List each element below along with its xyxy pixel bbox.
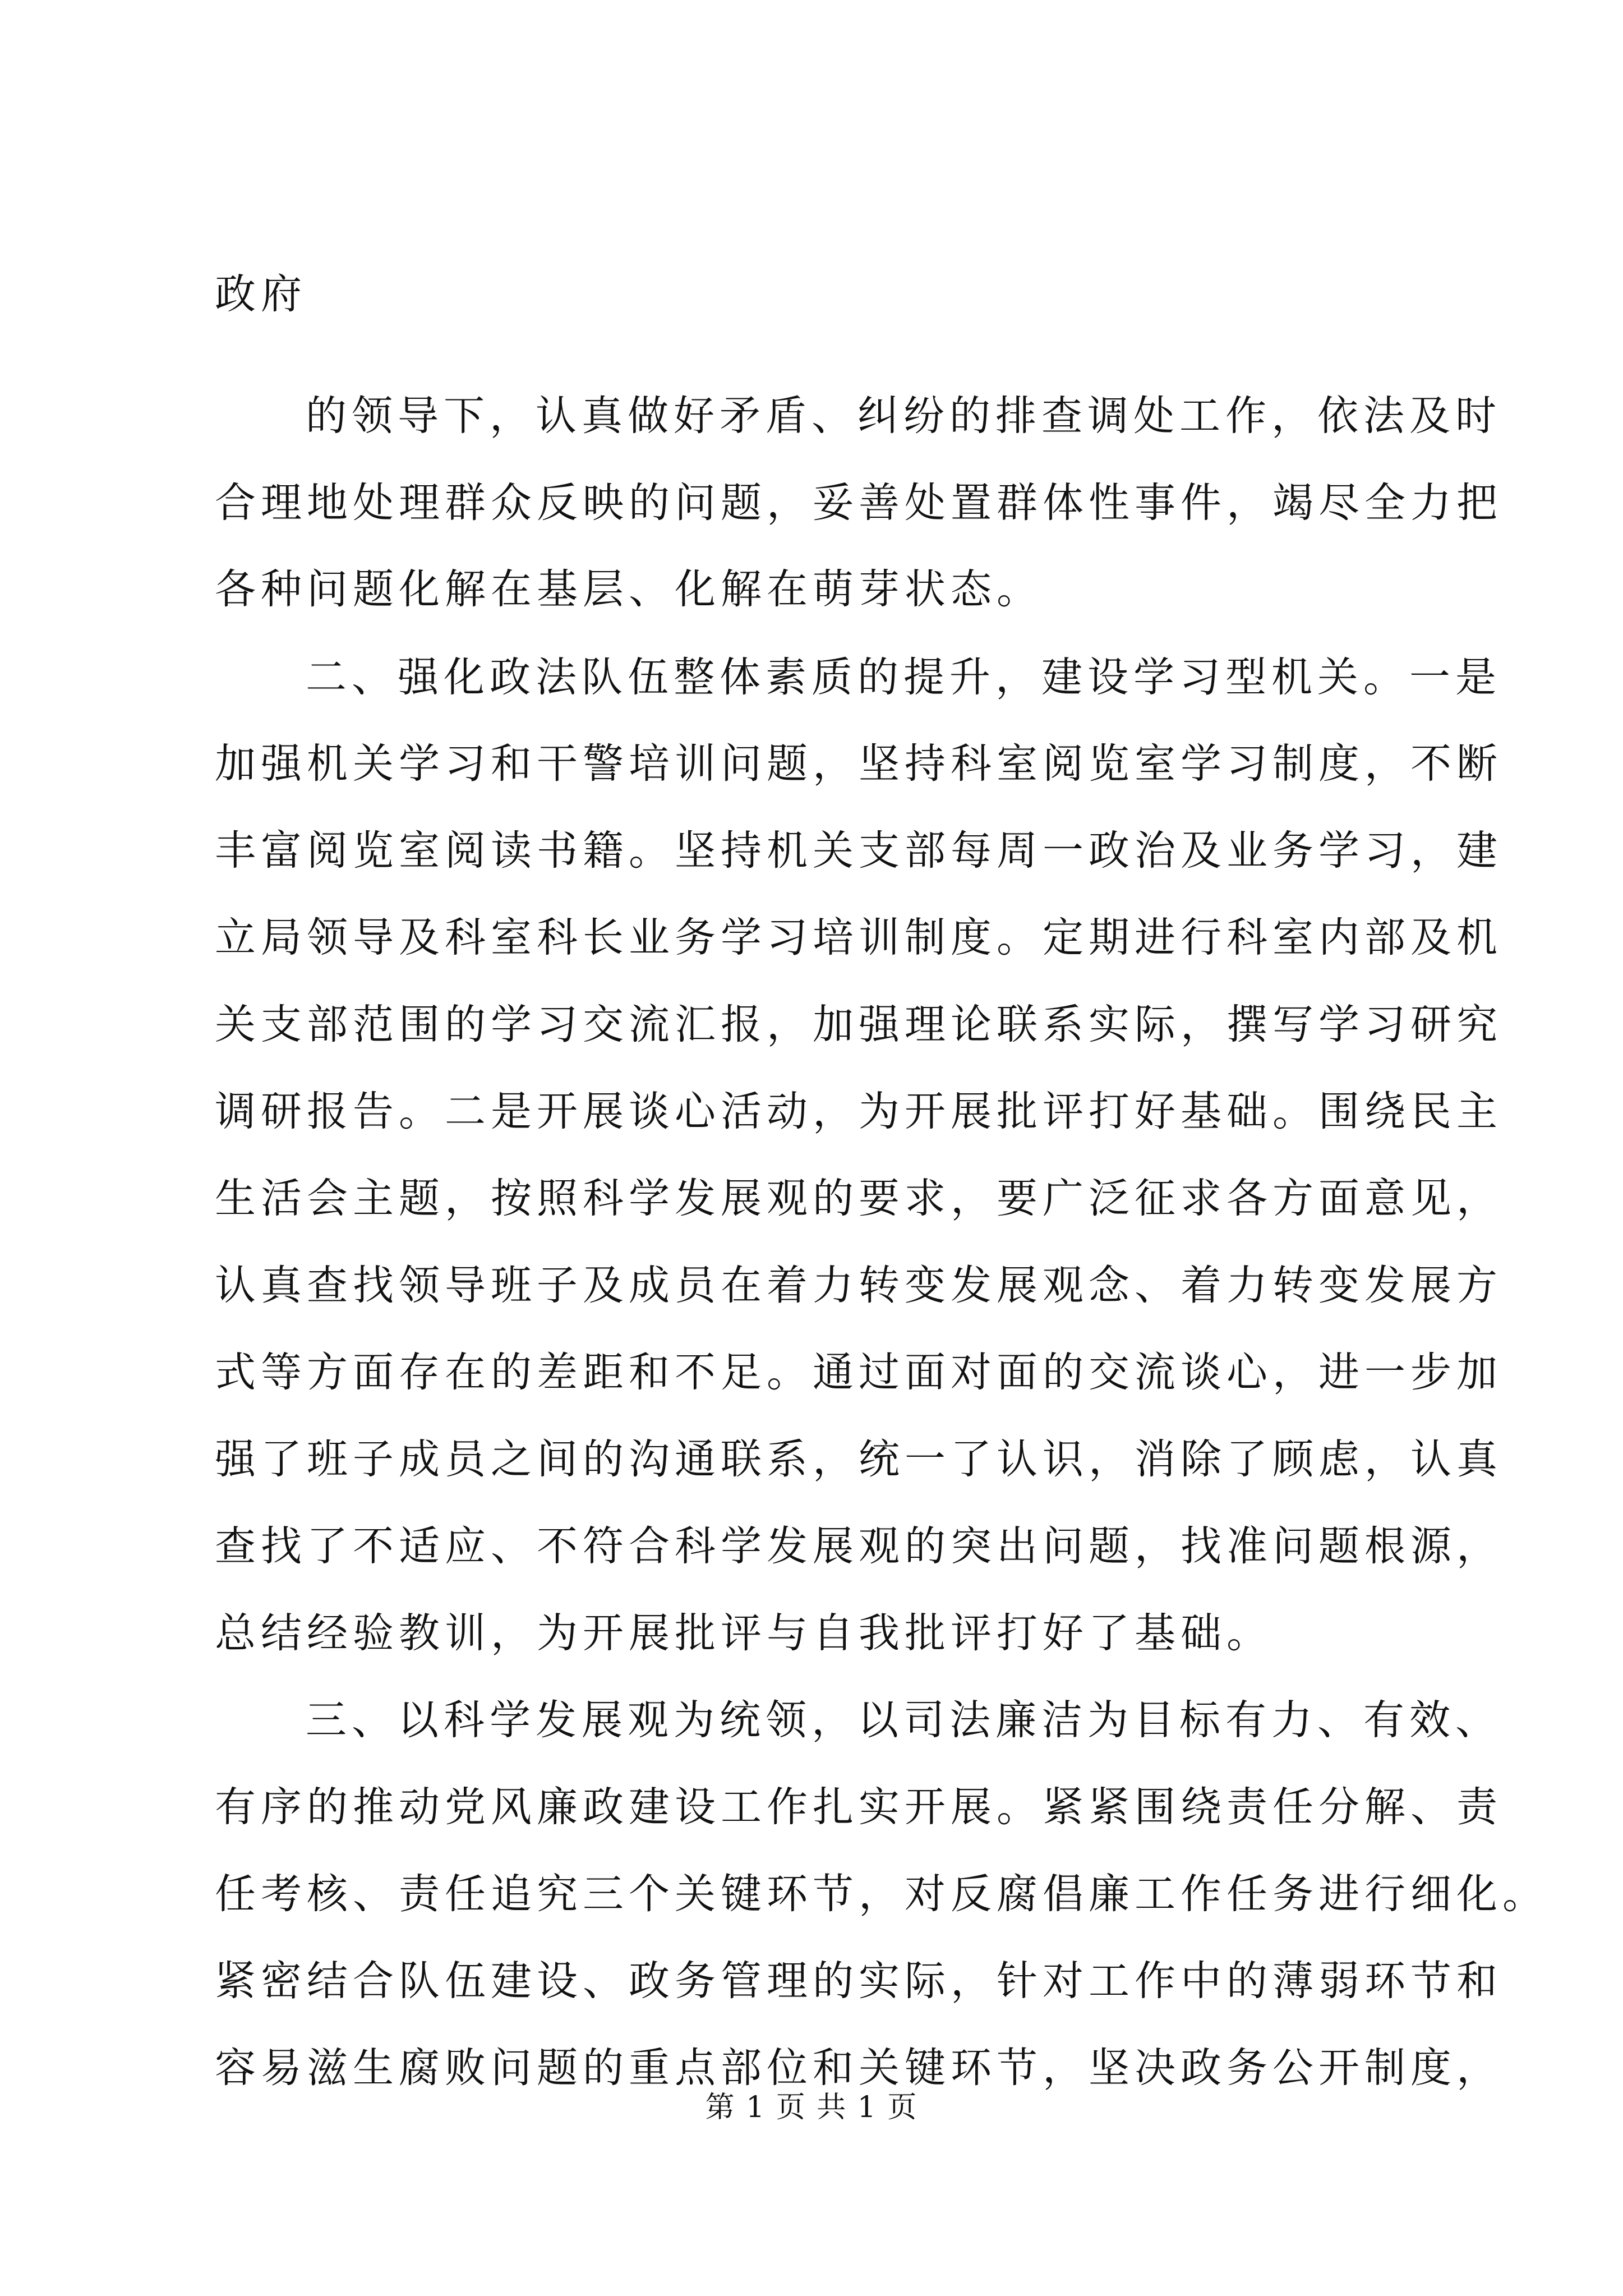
text-line: 政府 <box>215 270 307 318</box>
text-line: 关支部范围的学习交流汇报，加强理论联系实际，撰写学习研究 <box>215 1001 1502 1048</box>
text-line: 强了班子成员之间的沟通联系，统一了认识，消除了顾虑，认真 <box>215 1435 1502 1483</box>
text-line: 容易滋生腐败问题的重点部位和关键环节，坚决政务公开制度， <box>215 2044 1502 2092</box>
paragraph-first-line: 二、强化政法队伍整体素质的提升，建设学习型机关。一是 <box>306 654 1501 701</box>
text-line: 加强机关学习和干警培训问题，坚持科室阅览室学习制度，不断 <box>215 740 1502 788</box>
text-line: 查找了不适应、不符合科学发展观的突出问题，找准问题根源， <box>215 1522 1502 1570</box>
text-line: 式等方面存在的差距和不足。通过面对面的交流谈心，进一步加 <box>215 1349 1502 1396</box>
text-line: 生活会主题，按照科学发展观的要求，要广泛征求各方面意见， <box>215 1175 1502 1222</box>
text-line: 立局领导及科室科长业务学习培训制度。定期进行科室内部及机 <box>215 914 1502 961</box>
text-line: 总结经验教训，为开展批评与自我批评打好了基础。 <box>215 1609 1272 1657</box>
text-line: 各种问题化解在基层、化解在萌芽状态。 <box>215 565 1043 613</box>
text-line: 合理地处理群众反映的问题，妥善处置群体性事件，竭尽全力把 <box>215 479 1502 527</box>
paragraph-first-line: 的领导下，认真做好矛盾、纠纷的排查调处工作，依法及时 <box>306 392 1501 440</box>
text-line: 任考核、责任追究三个关键环节，对反腐倡廉工作任务进行细化。 <box>215 1870 1548 1918</box>
text-line: 有序的推动党风廉政建设工作扎实开展。紧紧围绕责任分解、责 <box>215 1783 1502 1831</box>
text-line: 紧密结合队伍建设、政务管理的实际，针对工作中的薄弱环节和 <box>215 1957 1502 2005</box>
page-number-footer: 第 1 页 共 1 页 <box>705 2091 918 2124</box>
text-line: 丰富阅览室阅读书籍。坚持机关支部每周一政治及业务学习，建 <box>215 827 1502 875</box>
paragraph-first-line: 三、以科学发展观为统领，以司法廉洁为目标有力、有效、 <box>306 1696 1501 1744</box>
text-line: 调研报告。二是开展谈心活动，为开展批评打好基础。围绕民主 <box>215 1088 1502 1135</box>
text-line: 认真查找领导班子及成员在着力转变发展观念、着力转变发展方 <box>215 1262 1502 1309</box>
